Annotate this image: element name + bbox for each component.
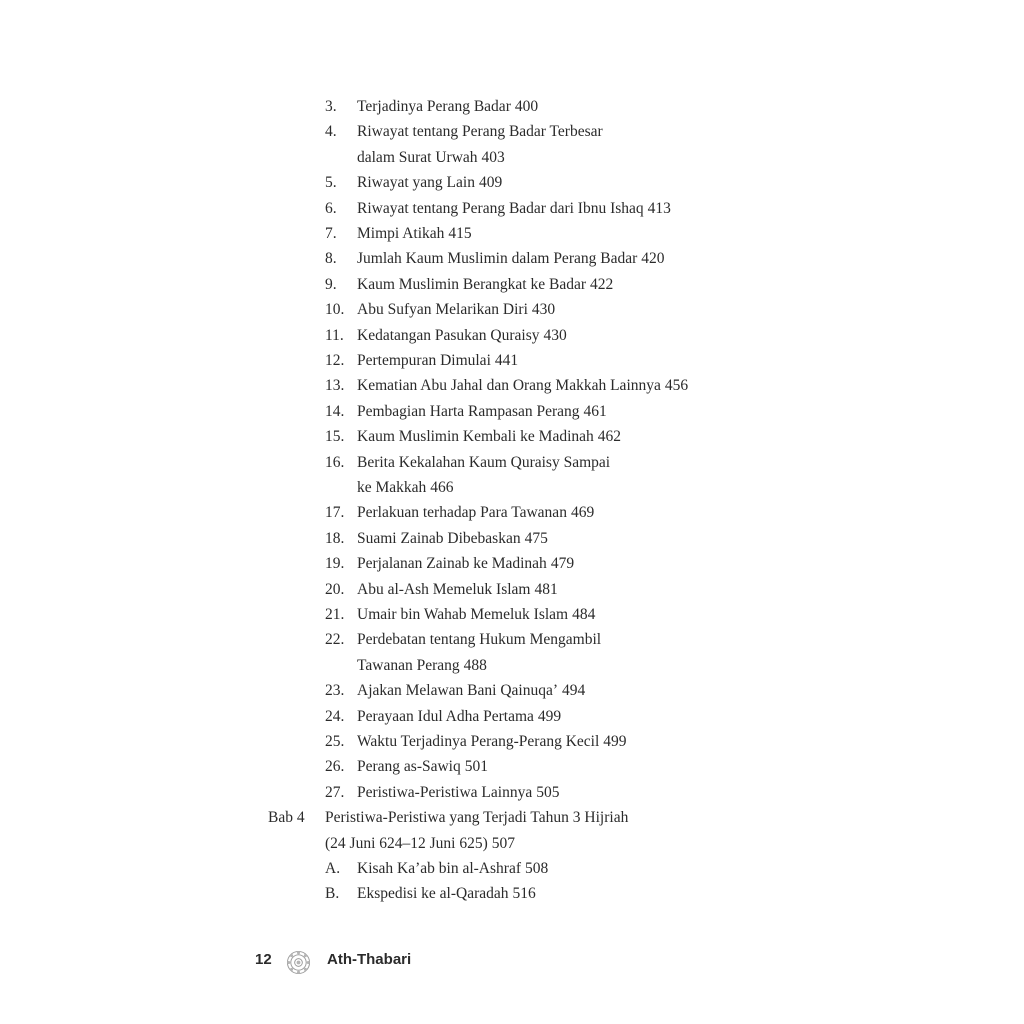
entry-title: Pembagian Harta Rampasan Perang xyxy=(357,402,580,420)
entry-title: (24 Juni 624–12 Juni 625) xyxy=(325,834,488,852)
entry-title: Ajakan Melawan Bani Qainuqa’ xyxy=(357,682,559,700)
entry-title: Suami Zainab Dibebaskan xyxy=(357,529,521,547)
entry-title: Riwayat yang Lain xyxy=(357,174,475,192)
entry-page: 499 xyxy=(603,733,627,750)
entry-page: 409 xyxy=(478,174,503,192)
entry-number: 11. xyxy=(325,326,344,344)
entry-number: 27. xyxy=(325,783,345,801)
entry-title: Riwayat tentang Perang Badar Terbesar xyxy=(357,123,603,141)
entry-number: 4. xyxy=(325,123,337,141)
entry-page: 494 xyxy=(562,682,586,700)
entry-number: 19. xyxy=(325,555,345,573)
entry-page: 400 xyxy=(514,98,539,115)
entry-page: 403 xyxy=(481,148,505,166)
entry-page: 456 xyxy=(664,377,689,395)
entry-page: 516 xyxy=(512,885,536,903)
entry-title: Perdebatan tentang Hukum Mengambil xyxy=(357,631,602,649)
entry-title: Jumlah Kaum Muslimin dalam Perang Badar xyxy=(357,250,638,268)
entry-page: 479 xyxy=(550,555,575,573)
entry-title: Mimpi Atikah xyxy=(357,225,445,242)
entry-number: 8. xyxy=(325,250,337,268)
entry-number: 7. xyxy=(325,225,337,242)
entry-title: Kedatangan Pasukan Quraisy xyxy=(357,326,540,344)
page-footer xyxy=(255,950,555,974)
entry-title: Peristiwa-Peristiwa Lainnya xyxy=(357,783,533,801)
entry-page: 505 xyxy=(536,783,560,801)
rosette-ornament-icon xyxy=(286,950,311,975)
entry-number: 24. xyxy=(325,707,345,725)
entry-number: 12. xyxy=(325,352,345,369)
entry-title: Waktu Terjadinya Perang-Perang Kecil xyxy=(357,733,600,750)
entry-title: Perayaan Idul Adha Pertama xyxy=(357,707,534,725)
entry-title: Umair bin Wahab Memeluk Islam xyxy=(357,606,569,623)
entry-number: 20. xyxy=(325,580,345,598)
entry-title: dalam Surat Urwah xyxy=(357,148,478,166)
entry-title: Perjalanan Zainab ke Madinah xyxy=(357,555,547,573)
entry-title: Kisah Ka’ab bin al-Ashraf xyxy=(357,860,521,877)
entry-page: 430 xyxy=(543,326,567,344)
entry-page: 420 xyxy=(641,250,665,268)
entry-number: 18. xyxy=(325,529,345,547)
entry-title: Abu Sufyan Melarikan Diri xyxy=(357,301,528,319)
entry-title: Tawanan Perang xyxy=(357,656,460,674)
entry-number: 17. xyxy=(325,504,345,522)
entry-number: 5. xyxy=(325,174,337,192)
entry-number: 23. xyxy=(325,682,345,700)
entry-page: 413 xyxy=(647,199,671,217)
entry-page: 484 xyxy=(572,606,596,623)
entry-number: 16. xyxy=(325,453,345,471)
entry-page: 415 xyxy=(448,225,472,242)
entry-page: 441 xyxy=(494,352,519,369)
entry-page: 466 xyxy=(430,479,454,496)
entry-title: Abu al-Ash Memeluk Islam xyxy=(357,580,531,598)
entry-title: Kematian Abu Jahal dan Orang Makkah Lainnya xyxy=(357,377,661,395)
entry-title: Perlakuan terhadap Para Tawanan xyxy=(357,504,567,522)
entry-number: 14. xyxy=(325,402,345,420)
entry-page: 475 xyxy=(524,529,548,547)
entry-page: 461 xyxy=(583,402,607,420)
entry-page: 499 xyxy=(537,707,562,725)
entry-number: 13. xyxy=(325,377,345,395)
entry-title: Ekspedisi ke al-Qaradah xyxy=(357,885,509,903)
entry-page: 430 xyxy=(531,301,556,319)
entry-title: Terjadinya Perang Badar xyxy=(357,98,511,115)
entry-page: 481 xyxy=(534,580,558,598)
entry-number: 26. xyxy=(325,758,345,776)
entry-title: Kaum Muslimin Berangkat ke Badar xyxy=(357,275,587,293)
entry-number: 9. xyxy=(325,275,337,293)
entry-number: 21. xyxy=(325,606,345,623)
entry-number: 3. xyxy=(325,98,337,115)
entry-page: 469 xyxy=(570,504,595,522)
entry-page: 508 xyxy=(524,860,549,877)
entry-number: 15. xyxy=(325,428,345,446)
entry-number: 6. xyxy=(325,199,337,217)
entry-number: B. xyxy=(325,885,340,903)
entry-page: 507 xyxy=(491,834,515,852)
entry-number: 25. xyxy=(325,733,345,750)
page-number: 12 xyxy=(255,951,272,968)
entry-number: A. xyxy=(325,860,341,877)
entry-number: 22. xyxy=(325,631,345,649)
entry-page: 422 xyxy=(590,275,614,293)
entry-title: Peristiwa-Peristiwa yang Terjadi Tahun 3 Hijriah xyxy=(325,809,629,827)
entry-title: Perang as-Sawiq xyxy=(357,758,461,776)
entry-title: Riwayat tentang Perang Badar dari Ibnu Ishaq xyxy=(357,199,644,217)
entry-number: 10. xyxy=(325,301,345,319)
entry-title: Kaum Muslimin Kembali ke Madinah xyxy=(357,428,594,446)
entry-title: Pertempuran Dimulai xyxy=(357,352,491,369)
entry-page: 501 xyxy=(464,758,488,776)
chapter-label: Bab 4 xyxy=(268,809,305,827)
entry-page: 462 xyxy=(597,428,622,446)
book-title: Ath-Thabari xyxy=(327,951,412,968)
entry-title: Berita Kekalahan Kaum Quraisy Sampai xyxy=(357,453,611,471)
entry-page: 488 xyxy=(463,656,487,674)
entry-title: ke Makkah xyxy=(357,479,427,496)
